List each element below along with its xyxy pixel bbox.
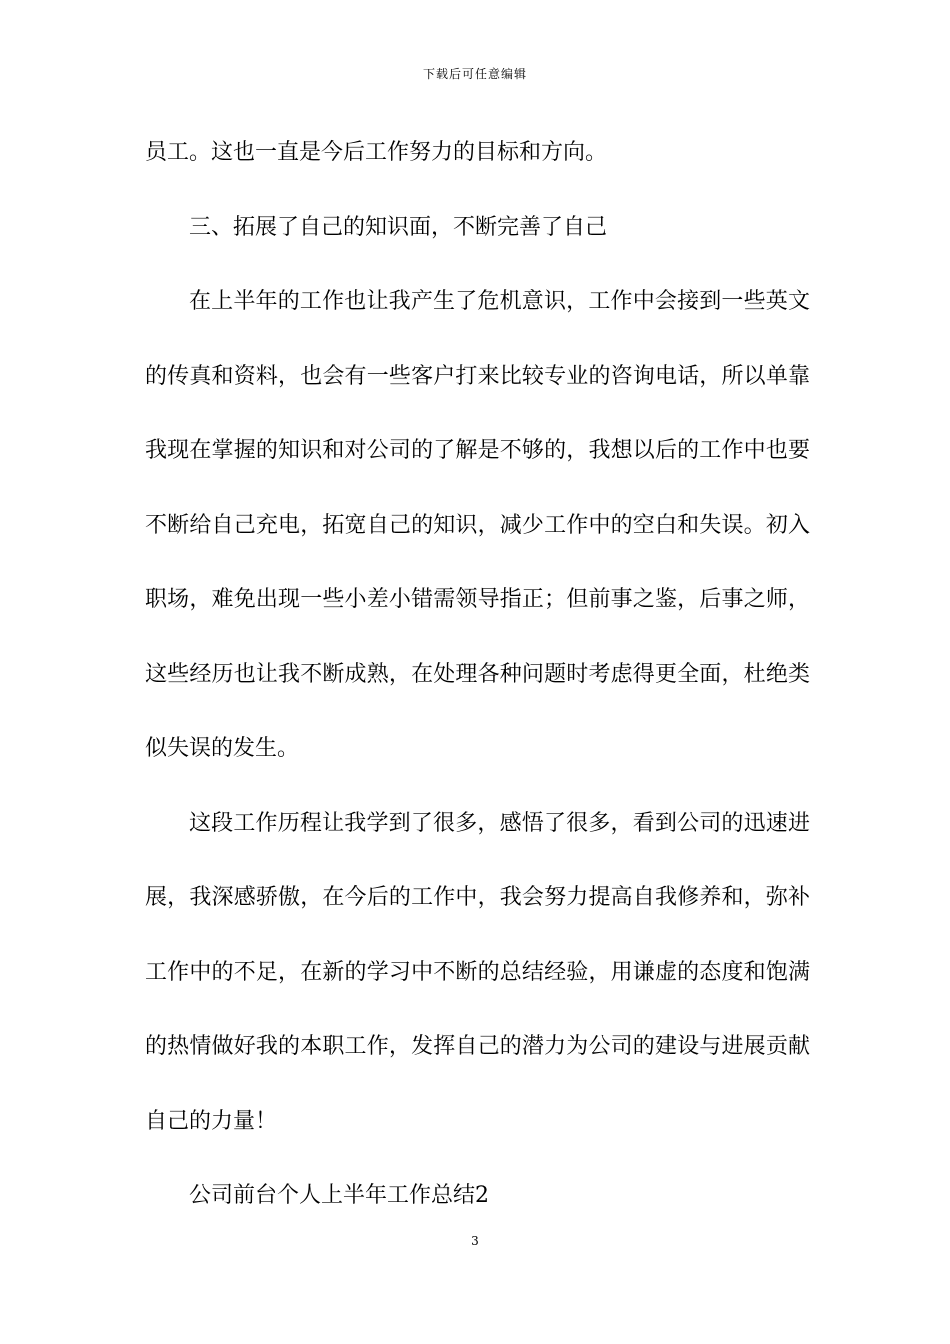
document-body: [145, 116, 810, 1234]
paragraph: 这段工作历程让我学到了很多，感悟了很多，看到公司的迅速进展，我深感骄傲，在今后的工作中，我会努力提高自我修养和，弥补工作中的不足，在新的学习中不断的总结经验，用谦虚的态度和饱满的热情做好我的本职工作，发挥自己的潜力为公司的建设与进展贡献自己的力量！: [145, 810, 810, 1134]
paragraph-continuation: 员工。这也一直是今后工作努力的目标和方向。: [145, 140, 608, 165]
section-heading: 三、拓展了自己的知识面，不断完善了自己: [189, 214, 608, 240]
paragraph: 在上半年的工作也让我产生了危机意识，工作中会接到一些英文的传真和资料，也会有一些客户打来比较专业的咨询电话，所以单靠我现在掌握的知识和对公司的了解是不够的，我想以后的工作中也要不断给自己充电，拓宽自己的知识，减少工作中的空白和失误。初入职场，难免出现一些小差小错需领导指正；但前事之鉴，后事之师，这些经历也让我不断成熟，在处理各种问题时考虑得更全面，杜绝类似失误的发生。: [145, 289, 810, 761]
page-number: 3: [471, 1234, 479, 1248]
page-header: 下载后可任意编辑: [422, 67, 527, 81]
next-section-title: 公司前台个人上半年工作总结2: [189, 1183, 489, 1208]
